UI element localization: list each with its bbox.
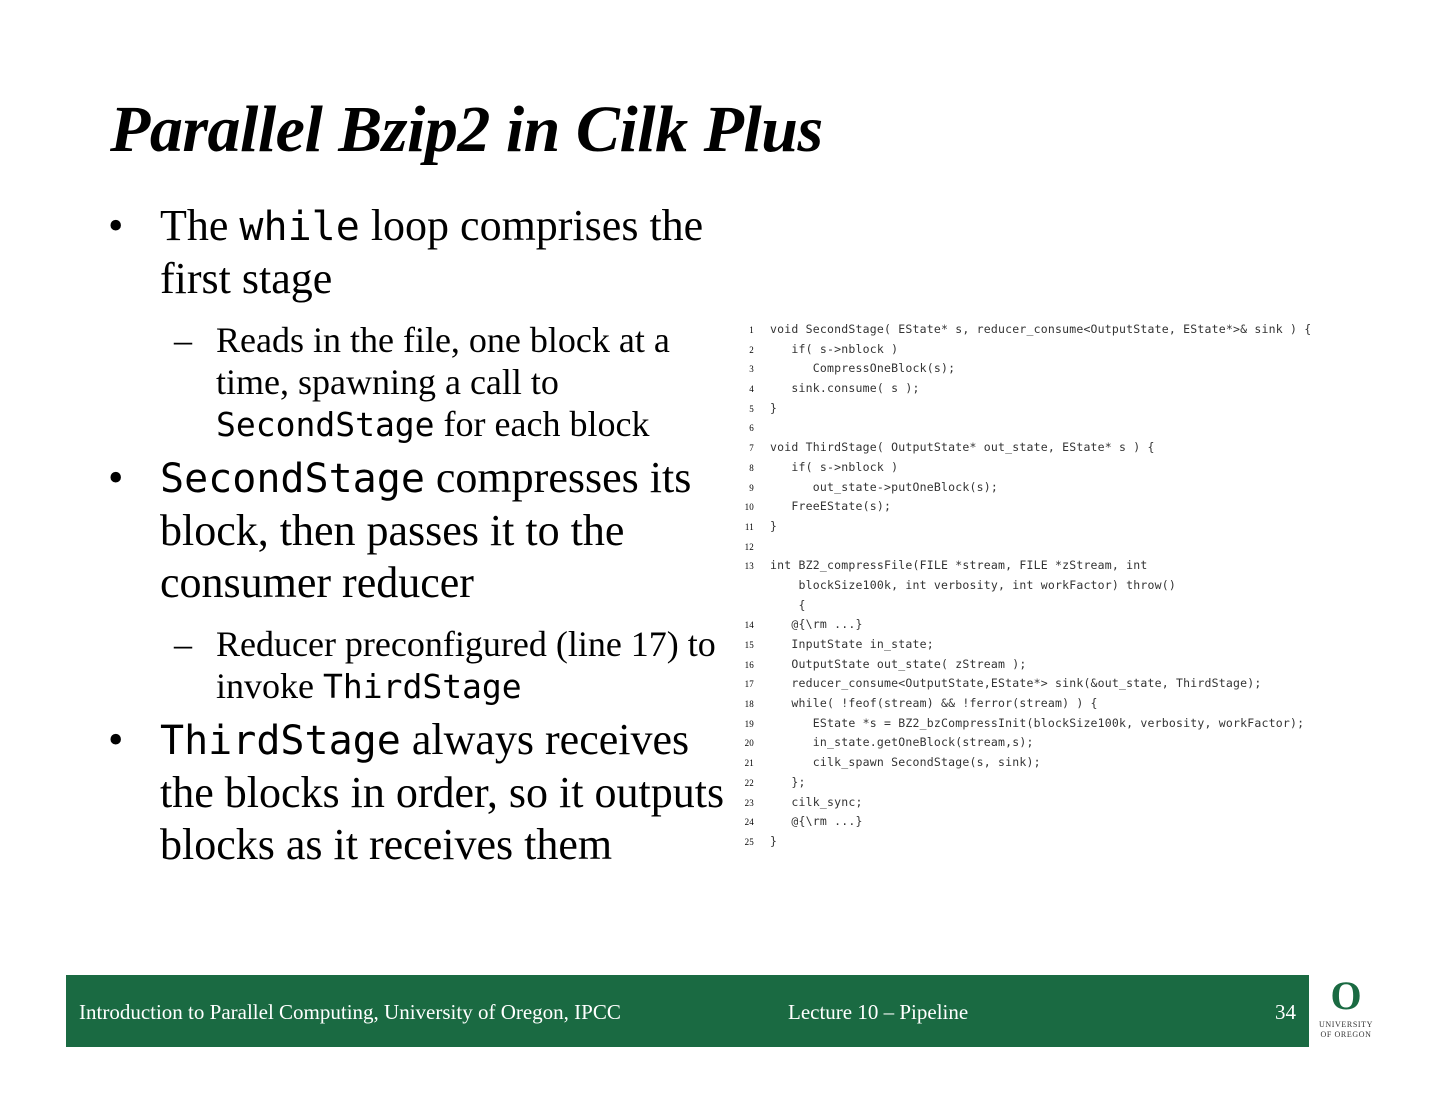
code-line-number: 4 <box>749 384 754 395</box>
slide-title: Parallel Bzip2 in Cilk Plus <box>110 93 823 166</box>
bullet-item <box>108 200 748 305</box>
university-logo <box>1311 975 1381 1047</box>
code-line-text: EState *s = BZ2_bzCompressInit(blockSize100k, verbosity, workFactor); <box>770 715 1305 730</box>
code-line-text: cilk_spawn SecondStage(s, sink); <box>770 755 1041 770</box>
bullet-text: compresses its block, then passes it to the consumer reducer <box>160 453 692 607</box>
code-line-text: while( !feof(stream) && !ferror(stream) ) { <box>770 696 1098 711</box>
code-line-text: reducer_consume<OutputState,EState*> sink(&out_state, ThirdStage); <box>770 676 1262 691</box>
code-line-number: 17 <box>744 679 754 690</box>
code-line-number: 1 <box>749 325 754 335</box>
code-line-number: 7 <box>749 443 754 454</box>
sub-bullet-text: Reducer preconfigured (line 17) to invoke <box>216 624 716 706</box>
slide-footer <box>66 975 1309 1047</box>
sub-bullet-text: for each block <box>434 404 650 444</box>
code-line-number: 15 <box>744 640 754 650</box>
code-line <box>740 359 1430 379</box>
code-line <box>740 773 1430 793</box>
code-line-text: blockSize100k, int verbosity, int workFactor) throw() <box>770 577 1177 592</box>
code-line-text: sink.consume( s ); <box>770 381 920 396</box>
bullet-list <box>108 200 748 871</box>
bullet-text: The <box>160 201 240 250</box>
bullet-code: ThirdStage <box>160 718 401 764</box>
sub-bullet-marker: – <box>174 320 192 360</box>
code-line-text: @{\rm ...} <box>770 617 863 632</box>
code-line-text: void ThirdStage( OutputState* out_state, EState* s ) { <box>770 440 1155 455</box>
code-line <box>740 635 1430 655</box>
code-line <box>740 733 1430 753</box>
sub-bullet-item <box>108 623 748 708</box>
code-line <box>740 497 1430 517</box>
code-line-number: 12 <box>744 541 754 552</box>
code-line <box>740 379 1430 399</box>
bullet-marker: • <box>108 453 124 502</box>
code-listing <box>740 320 1430 852</box>
code-line-text: } <box>770 518 778 533</box>
code-line-text: if( s->nblock ) <box>770 459 899 474</box>
page-number: 34 <box>1275 1000 1296 1024</box>
bullet-text: always receives the blocks in order, so it outputs blocks as it receives them <box>160 715 725 869</box>
code-line-number: 25 <box>744 836 754 847</box>
code-line-text: if( s->nblock ) <box>770 341 899 356</box>
bullet-marker: • <box>108 715 124 764</box>
code-line <box>740 340 1430 360</box>
code-line <box>740 832 1430 852</box>
code-line-number: 5 <box>749 403 754 414</box>
sub-bullet-marker: – <box>174 624 192 664</box>
bullet-text: loop comprises the first stage <box>160 201 704 303</box>
code-line <box>740 320 1430 340</box>
code-line <box>740 576 1430 596</box>
code-line <box>740 596 1430 616</box>
code-line-text: InputState in_state; <box>770 637 934 651</box>
code-line <box>740 556 1430 576</box>
code-line-number: 19 <box>744 718 754 729</box>
bullet-item <box>108 452 748 609</box>
code-line-text: }; <box>770 774 806 789</box>
logo-o-icon: O <box>1330 973 1362 1018</box>
code-line-text: cilk_sync; <box>770 794 863 809</box>
code-line-number: 24 <box>744 817 754 828</box>
code-line <box>740 537 1430 557</box>
code-line-number: 8 <box>749 462 754 473</box>
code-line-number: 20 <box>744 738 754 749</box>
code-line-number: 23 <box>744 797 754 808</box>
code-line-number: 21 <box>744 758 754 769</box>
sub-bullet-item <box>108 319 748 446</box>
code-line <box>740 615 1430 635</box>
footer-lecture: Lecture 10 – Pipeline <box>788 1000 969 1024</box>
bullet-item <box>108 714 748 871</box>
code-line-number: 10 <box>744 502 754 513</box>
logo-text-university: UNIVERSITY <box>1319 1020 1373 1029</box>
code-line-number: 3 <box>749 364 754 375</box>
code-line <box>740 674 1430 694</box>
code-line-number: 11 <box>744 521 754 532</box>
code-line-text: } <box>770 400 778 415</box>
bullet-code: SecondStage <box>160 456 425 502</box>
code-line-text: out_state->putOneBlock(s); <box>770 479 998 494</box>
code-line <box>740 714 1430 734</box>
code-line-number: 13 <box>744 561 754 572</box>
code-line <box>740 478 1430 498</box>
code-line <box>740 458 1430 478</box>
bullet-code: while <box>239 204 360 250</box>
sub-bullet-code: ThirdStage <box>322 667 522 706</box>
code-line-text: @{\rm ...} <box>770 814 863 829</box>
sub-bullet-text: Reads in the file, one block at a time, spawning a call to <box>216 320 670 402</box>
code-line-number: 9 <box>749 482 754 493</box>
code-line <box>740 438 1430 458</box>
code-line-number: 6 <box>749 423 754 434</box>
sub-bullet-code: SecondStage <box>216 405 435 444</box>
code-line-number: 14 <box>744 620 754 631</box>
code-line-text: { <box>770 597 806 612</box>
code-line-text: FreeEState(s); <box>770 499 892 514</box>
code-line-text: int BZ2_compressFile(FILE *stream, FILE *zStream, int <box>770 558 1148 573</box>
code-line <box>740 694 1430 714</box>
code-line-text: } <box>770 833 778 848</box>
code-line <box>740 517 1430 537</box>
code-line-number: 2 <box>749 344 754 355</box>
code-line-text: CompressOneBlock(s); <box>770 361 956 376</box>
code-line-number: 16 <box>744 659 754 670</box>
code-line-number: 18 <box>744 699 754 710</box>
code-line <box>740 793 1430 813</box>
bullet-marker: • <box>108 201 124 250</box>
code-line <box>740 418 1430 438</box>
code-line <box>740 399 1430 419</box>
code-line <box>740 655 1430 675</box>
code-line-text: OutputState out_state( zStream ); <box>770 656 1027 671</box>
footer-course: Introduction to Parallel Computing, University of Oregon, IPCC <box>79 1000 621 1024</box>
code-line-text: in_state.getOneBlock(stream,s); <box>770 735 1034 750</box>
code-line-text: void SecondStage( EState* s, reducer_consume<OutputState, EState*>& sink ) { <box>770 322 1312 336</box>
logo-text-oregon: OF OREGON <box>1320 1030 1372 1039</box>
code-line <box>740 753 1430 773</box>
code-line <box>740 812 1430 832</box>
code-line-number: 22 <box>744 777 754 788</box>
